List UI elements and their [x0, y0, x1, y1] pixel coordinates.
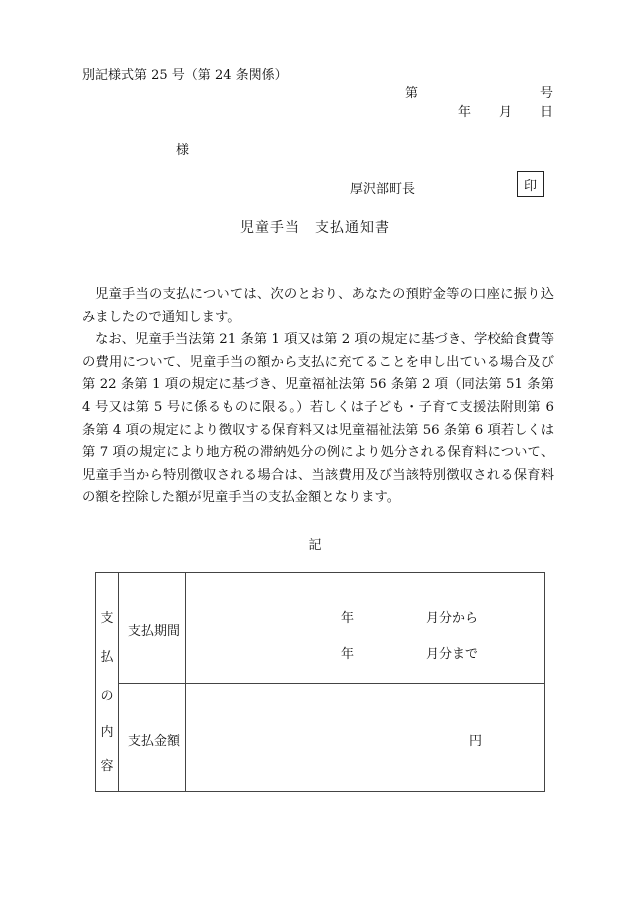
side-label-char: 払: [100, 650, 114, 665]
period-from-month: 月分から: [426, 611, 479, 626]
amount-unit: 円: [469, 734, 483, 749]
body-paragraph-1: 児童手当の支払については、次のとおり、あなたの預貯金等の口座に振り込みましたので通知します。: [82, 287, 554, 325]
document-number-suffix: 号: [540, 86, 554, 101]
period-to-month: 月分まで: [426, 647, 479, 662]
side-label-char: 内: [100, 725, 114, 740]
payment-period-label: 支払期間: [128, 624, 181, 639]
side-label-char: 容: [100, 759, 114, 774]
payment-amount-label: 支払金額: [128, 734, 181, 749]
table-divider: [118, 683, 544, 684]
issuer-name: 厚沢部町長: [350, 182, 416, 197]
seal-label: 印: [523, 178, 537, 194]
document-title: 児童手当 支払通知書: [240, 220, 390, 236]
date-year: 年: [458, 105, 472, 120]
period-from-year: 年: [341, 611, 355, 626]
side-label-char: 支: [100, 611, 114, 626]
side-label-char: の: [100, 689, 114, 704]
table-divider: [118, 573, 119, 791]
ki-heading: 記: [308, 538, 322, 553]
addressee-suffix: 様: [176, 143, 190, 158]
official-seal: [517, 171, 544, 197]
date-month: 月: [499, 105, 513, 120]
body-paragraph-2: なお、児童手当法第 21 条第 1 項又は第 2 項の規定に基づき、学校給食費等の費用について、児童手当の額から支払に充てることを申し出ている場合及び第 22 条第 1 項の規定に基づき、児童福祉法第 56 条第 2 項（同法第 51 条第 4 号又は第 5 号に係るものに限る。）若しくは子ども・子育て支援法附則第 6 条第 4 項の規定により徴収する保育料又は児童福祉法第 56 条第 6 項若しくは第 7 項の規定により地方税の滞納処分の例により処分される保育料について、児童手当から特別徴収される場合は、当該費用及び当該特別徴収される保育料の額を控除した額が児童手当の支払金額となります。: [82, 332, 554, 506]
date-day: 日: [540, 105, 554, 120]
form-reference: 別記様式第 25 号（第 24 条関係）: [82, 68, 288, 83]
document-number-prefix: 第: [405, 86, 419, 101]
notice-body: [82, 284, 554, 510]
payment-details-table: [95, 572, 545, 792]
table-divider: [185, 573, 186, 791]
period-to-year: 年: [341, 647, 355, 662]
